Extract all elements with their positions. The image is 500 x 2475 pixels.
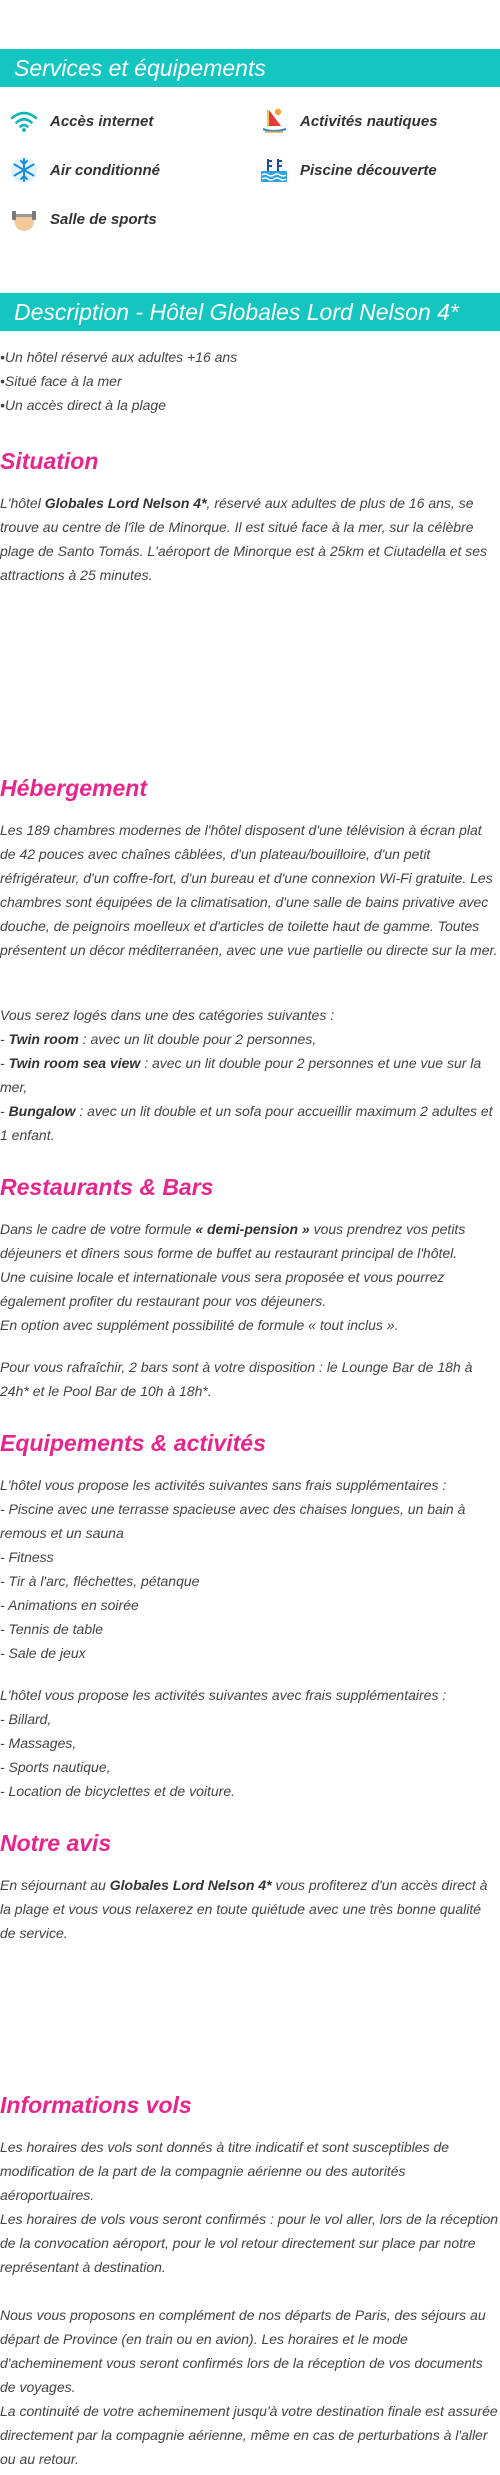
restaurants-text: Dans le cadre de votre formule « demi-pension » vous prendrez vos petits déjeuners et dîners sous forme de buffet au restaurant principal de l'hôtel. Une cuisine locale et internationale vous sera proposée et vous pourrez également profiter du restaurant pour vos déjeuners. En option avec supplément possibilité de formule « tout inclus ».	[0, 1221, 466, 1333]
room-categories: Vous serez logés dans une des catégories suivantes : - Twin room : avec un lit double pour 2 personnes, - Twin room sea view : avec un lit double pour 2 personnes et une vue sur la mer, - Bungalow : avec un lit double et un sofa pour accueillir maximum 2 adultes et 1 enfant.	[0, 1007, 493, 1143]
bars-text: Pour vous rafraîchir, 2 bars sont à votre disposition : le Lounge Bar de 18h à 24h* et le Pool Bar de 10h à 18h*.	[0, 1359, 473, 1399]
room-type: Twin room	[8, 1031, 79, 1047]
room-type: Bungalow	[8, 1103, 76, 1119]
room-type: Twin room sea view	[8, 1055, 141, 1071]
paid-activities: L'hôtel vous propose les activités suivantes avec frais supplémentaires : - Billard, - Massages, - Sports nautique, - Location de bicyclettes et de voiture.	[0, 1687, 447, 1799]
service-nautique	[258, 106, 438, 136]
hebergement-text: Les 189 chambres modernes de l'hôtel disposent d'une télévision à écran plat de 42 pouces avec chaînes câblées, d'un plateau/bouilloire, d'un petit réfrigérateur, d'un coffre-fort, d'un bureau et d'une connexion Wi-Fi gratuite. Les chambres sont équipées de la climatisation, d'une salle de bains privative avec douche, de peignoirs moelleux et d'articles de toilette haut de gamme. Toutes présentent un décor méditerranéen, avec une vue partielle ou directe sur la mer.	[0, 822, 498, 958]
free-activities: L'hôtel vous propose les activités suivantes sans frais supplémentaires : - Piscine avec une terrasse spacieuse avec des chaises longues, un bain à remous et un sauna - Fitness - Tir à l'arc, fléchettes, pétanque - Animations en soirée - Tennis de table - Sale de jeux	[0, 1477, 466, 1661]
list-item: • Un hôtel réservé aux adultes +16 ans	[0, 345, 500, 369]
service-sports	[8, 204, 157, 234]
hebergement-title: Hébergement	[0, 775, 147, 801]
services-banner	[0, 49, 500, 87]
snowflake-icon	[8, 154, 40, 186]
description-bullets	[0, 345, 500, 417]
service-label: Air conditionné	[50, 161, 160, 179]
service-label: Salle de sports	[50, 210, 157, 228]
vols-province-text: Nous vous proposons en complément de nos départs de Paris, des séjours au départ de Province (en train ou en avion). Les horaires et le mode d'acheminement vous seront confirmés lors de la réception de vos documents de voyages. La continuité de votre acheminement jusqu'à votre destination finale est assurée directement par la compagnie aérienne, même en cas de perturbations à l'aller ou au retour.	[0, 2307, 498, 2467]
situation-text: L'hôtel Globales Lord Nelson 4*, réservé aux adultes de plus de 16 ans, se trouve au centre de l'île de Minorque. Il est situé face à la mer, sur la célèbre plage de Santo Tomás. L'aéroport de Minorque est à 25km et Ciutadella et ses attractions à 25 minutes.	[0, 495, 488, 583]
wifi-icon	[8, 105, 40, 137]
situation-title: Situation	[0, 448, 99, 474]
description-banner	[0, 293, 500, 331]
equipements-title: Equipements & activités	[0, 1430, 266, 1456]
dumbbell-icon	[8, 203, 40, 235]
formula-name: « demi-pension »	[195, 1221, 310, 1237]
service-internet	[8, 106, 153, 136]
list-item: • Un accès direct à la plage	[0, 393, 500, 417]
list-item: • Situé face à la mer	[0, 369, 500, 393]
windsurf-icon	[258, 105, 290, 137]
vols-text: Les horaires des vols sont donnés à titre indicatif et sont susceptibles de modification de la part de la compagnie aérienne ou des autorités aéroportuaires. Les horaires de vols vous seront confirmés : pour le vol aller, lors de la réception de la convocation aéroport, pour le vol retour directement sur place par notre représentant à destination.	[0, 2139, 499, 2275]
service-label: Activités nautiques	[300, 112, 438, 130]
description-title: Description - Hôtel Globales Lord Nelson 4*	[14, 299, 459, 325]
restaurants-title: Restaurants & Bars	[0, 1174, 214, 1200]
service-label: Piscine découverte	[300, 161, 437, 179]
avis-title: Notre avis	[0, 1830, 112, 1856]
hotel-name: Globales Lord Nelson 4*	[109, 1877, 272, 1893]
vols-title: Informations vols	[0, 2092, 192, 2118]
avis-text: En séjournant au Globales Lord Nelson 4* vous profiterez d'un accès direct à la plage et vous vous relaxerez en toute quiétude avec une très bonne qualité de service.	[0, 1877, 488, 1941]
service-clim	[8, 155, 160, 185]
service-label: Accès internet	[50, 112, 154, 130]
services-title: Services et équipements	[14, 55, 266, 81]
pool-icon	[258, 154, 290, 186]
service-piscine	[258, 155, 437, 185]
hotel-name: Globales Lord Nelson 4*	[44, 495, 207, 511]
